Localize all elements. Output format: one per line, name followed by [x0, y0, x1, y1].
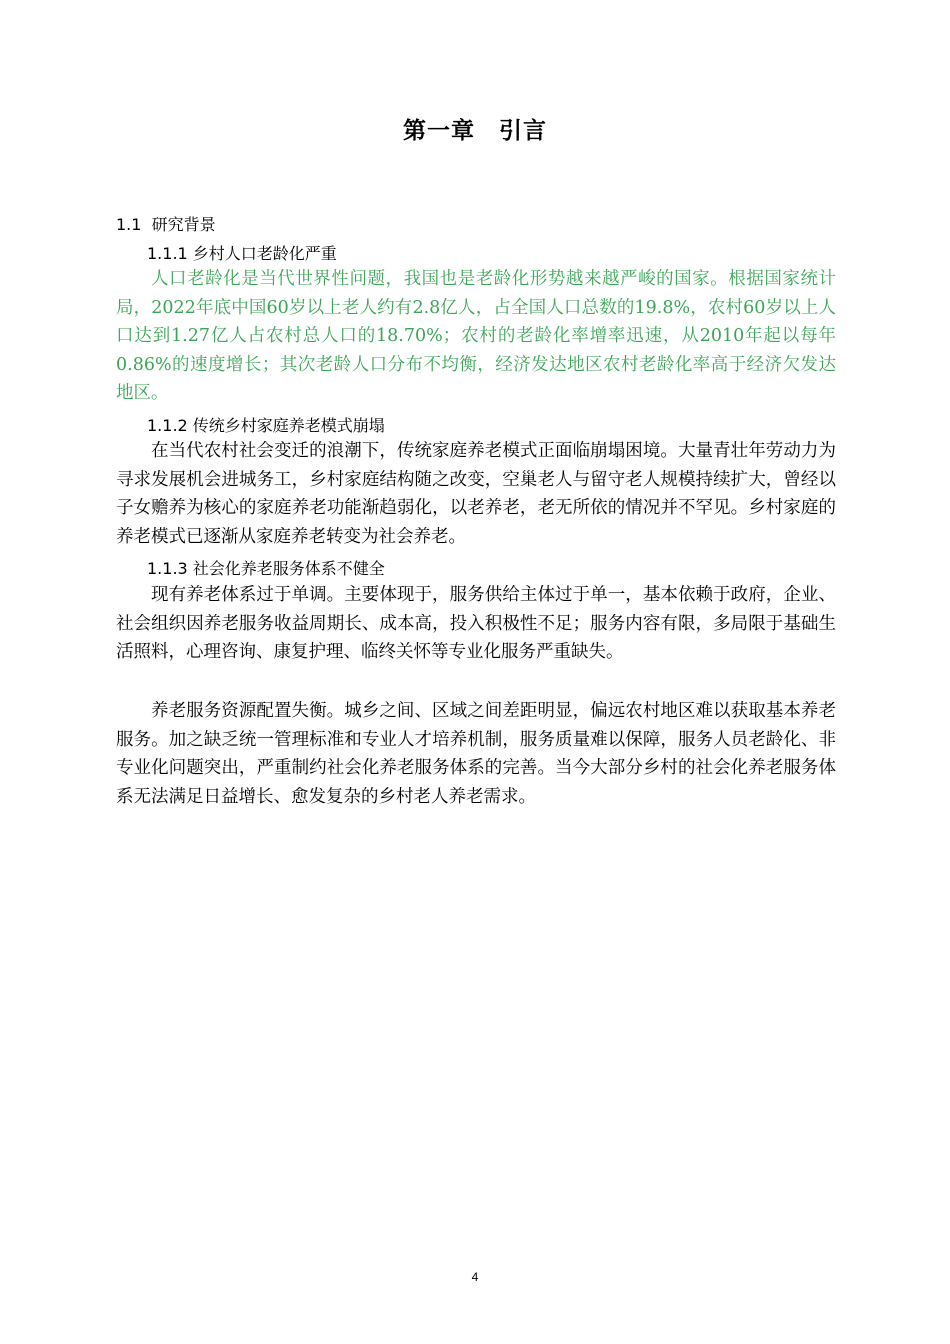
page-number: 4 — [471, 1270, 479, 1284]
section-heading: 1.1 研究背景 — [116, 215, 216, 234]
subsection-body-1-1-1 — [116, 265, 836, 408]
paragraph-resource-allocation: 养老服务资源配置失衡。城乡之间、区域之间差距明显，偏远农村地区难以获取基本养老服务。加之缺乏统一管理标准和专业人才培养机制，服务质量难以保障，服务人员老龄化、非专业化问题突出，严重制约社会化养老服务体系的完善。当今大部分乡村的社会化养老服务体系无法满足日益增长、愈发复杂的乡村老人养老需求。 — [116, 701, 836, 807]
subsection-body-1-1-3 — [116, 581, 836, 667]
subsection-heading-1-1-2: 1.1.2 传统乡村家庭养老模式崩塌 — [147, 416, 385, 435]
subsection-heading-1-1-1: 1.1.1 乡村人口老龄化严重 — [147, 244, 337, 263]
chapter-title: 第一章 引言 — [403, 118, 547, 144]
subsection-body-1-1-3-b — [116, 697, 836, 811]
subsection-heading-1-1-3: 1.1.3 社会化养老服务体系不健全 — [147, 559, 385, 578]
paragraph-service-system: 现有养老体系过于单调。主要体现于，服务供给主体过于单一，基本依赖于政府，企业、社会组织因养老服务收益周期长、成本高，投入积极性不足；服务内容有限，多局限于基础生活照料，心理咨询、康复护理、临终关怀等专业化服务严重缺失。 — [116, 585, 836, 663]
paragraph-family-care: 在当代农村社会变迁的浪潮下，传统家庭养老模式正面临崩塌困境。大量青壮年劳动力为寻求发展机会进城务工，乡村家庭结构随之改变，空巢老人与留守老人规模持续扩大，曾经以子女赡养为核心的家庭养老功能渐趋弱化，以老养老，老无所依的情况并不罕见。乡村家庭的养老模式已逐渐从家庭养老转变为社会养老。 — [116, 441, 836, 547]
subsection-body-1-1-2 — [116, 437, 836, 551]
paragraph-aging: 人口老龄化是当代世界性问题，我国也是老龄化形势越来越严峻的国家。根据国家统计局，2022年底中国60岁以上老人约有2.8亿人，占全国人口总数的19.8%，农村60岁以上人口达到1.27亿人占农村总人口的18.70%；农村的老龄化率增率迅速，从2010年起以每年0.86%的速度增长；其次老龄人口分布不均衡，经济发达地区农村老龄化率高于经济欠发达地区。 — [116, 269, 836, 404]
